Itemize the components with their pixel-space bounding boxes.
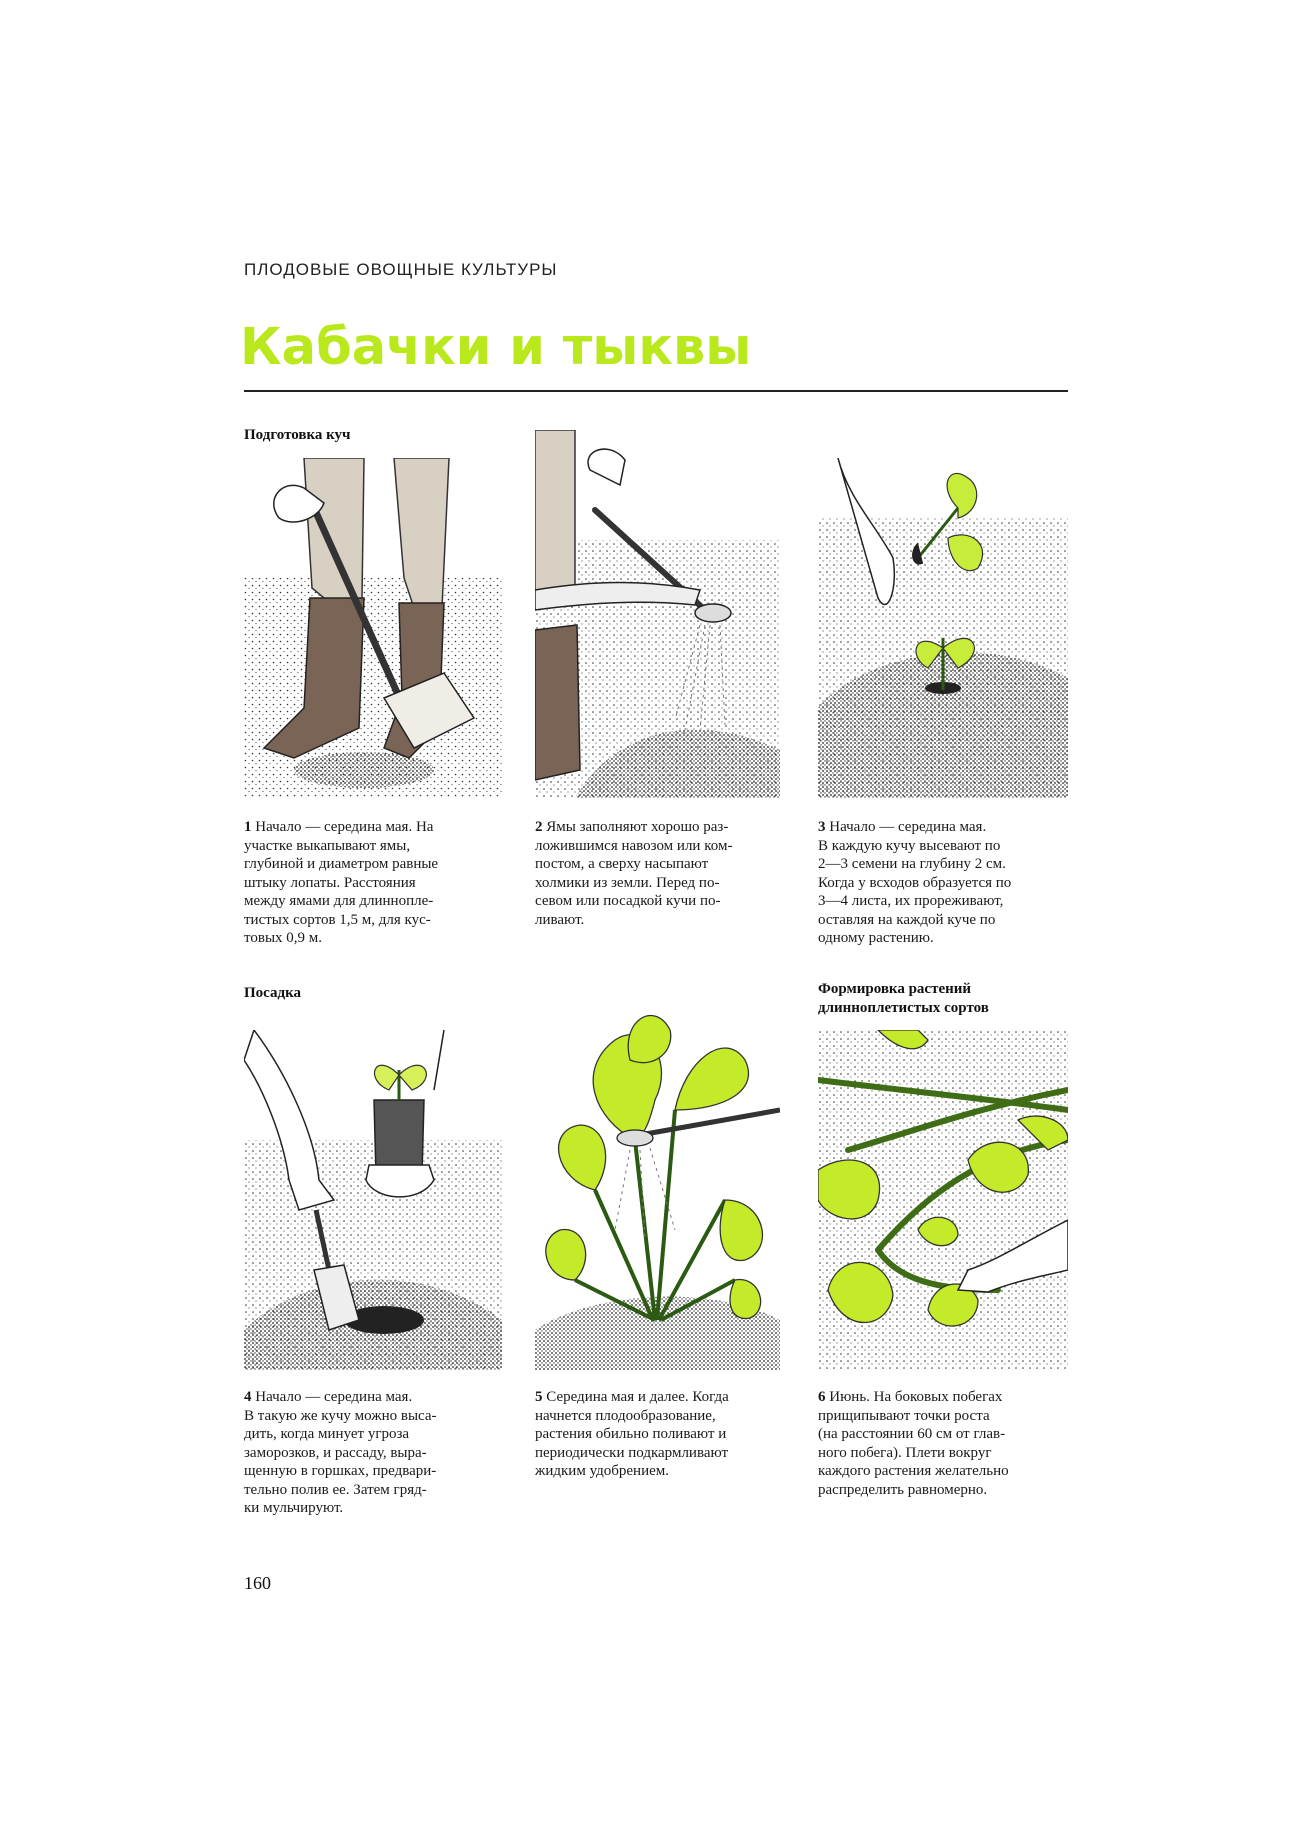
caption-line: ки мульчируют.	[244, 1500, 344, 1516]
caption-line: ливают.	[535, 911, 585, 928]
seedling-thinning-illustration	[818, 458, 1068, 798]
caption-step-1	[244, 818, 499, 948]
subheading-planting: Посадка	[244, 985, 302, 1001]
caption-line: периодически подкармливают	[535, 1444, 729, 1461]
caption-line: (на расстоянии 60 см от глав-	[818, 1426, 1006, 1442]
caption-step-4	[244, 1388, 499, 1518]
step-number: 1	[244, 819, 252, 835]
step-number: 5	[535, 1389, 543, 1405]
caption-line: растения обильно поливают и	[535, 1426, 727, 1442]
step-number: 3	[818, 819, 826, 835]
caption-line: холмики из земли. Перед по-	[535, 874, 720, 891]
caption-line: штыку лопаты. Расстояния	[244, 874, 416, 891]
caption-line: Когда у всходов образуется по	[818, 874, 1012, 891]
caption-line: участке выкапывают ямы,	[244, 837, 411, 854]
caption-line: начнется плодообразование,	[535, 1407, 716, 1424]
page-number: 160	[244, 1573, 271, 1593]
caption-line: 2—3 семени на глубину 2 см.	[818, 856, 1006, 872]
caption-line: Начало — середина мая.	[255, 1389, 413, 1405]
caption-step-2	[535, 818, 790, 929]
subheading-forming	[818, 980, 989, 1018]
pinching-vines-illustration	[818, 1030, 1068, 1370]
caption-line: Ямы заполняют хорошо раз-	[546, 819, 729, 835]
digging-spade-illustration	[244, 458, 502, 798]
caption-line: жидким удобрением.	[535, 1463, 670, 1479]
caption-line: севом или посадкой кучи по-	[535, 893, 721, 909]
caption-step-3	[818, 818, 1073, 948]
caption-line: щенную в горшках, предвари-	[244, 1463, 437, 1479]
caption-line: В такую же кучу можно выса-	[244, 1407, 437, 1424]
caption-line: между ямами для длинноплe-	[244, 893, 434, 909]
caption-line: прищипывают точки роста	[818, 1407, 990, 1424]
caption-line: Начало — середина мая.	[829, 819, 987, 835]
caption-line: заморозков, и рассаду, выра-	[244, 1444, 427, 1461]
caption-step-6	[818, 1388, 1073, 1499]
caption-line: ложившимся навозом или ком-	[535, 837, 733, 854]
caption-line: распределить равномерно.	[818, 1481, 988, 1498]
caption-line: Начало — середина мая. На	[255, 819, 434, 835]
transplanting-illustration	[244, 1030, 502, 1370]
caption-line: Середина мая и далее. Когда	[546, 1389, 729, 1405]
title-divider	[244, 390, 1068, 392]
subheading-forming-line1: Формировка растений	[818, 981, 972, 997]
subheading-preparation: Подготовка куч	[244, 427, 351, 443]
watering-plant-illustration	[535, 1000, 780, 1370]
step-number: 2	[535, 819, 543, 835]
caption-line: тистых сортов 1,5 м, для кус-	[244, 911, 431, 928]
caption-line: оставляя на каждой куче по	[818, 911, 996, 928]
section-label: ПЛОДОВЫЕ ОВОЩНЫЕ КУЛЬТУРЫ	[244, 260, 558, 279]
caption-line: В каждую кучу высевают по	[818, 837, 1001, 854]
caption-line: Июнь. На боковых побегах	[829, 1389, 1003, 1405]
step-number: 6	[818, 1389, 826, 1405]
caption-line: глубиной и диаметром равные	[244, 856, 439, 872]
caption-line: ного побега). Плети вокруг	[818, 1444, 992, 1461]
caption-line: товых 0,9 м.	[244, 930, 323, 946]
step-number: 4	[244, 1389, 252, 1405]
watering-mound-illustration	[535, 430, 780, 798]
caption-line: одному растению.	[818, 930, 934, 946]
caption-line: 3—4 листа, их прореживают,	[818, 893, 1004, 909]
caption-line: тельно полив ее. Затем гряд-	[244, 1481, 427, 1498]
subheading-forming-line2: длинноплетистых сортов	[818, 1000, 989, 1016]
caption-line: дить, когда минует угроза	[244, 1426, 410, 1442]
caption-line: постом, а сверху насыпают	[535, 856, 709, 872]
page-title: Кабачки и тыквы	[240, 318, 752, 377]
caption-step-5	[535, 1388, 790, 1481]
caption-line: каждого растения желательно	[818, 1463, 1009, 1479]
